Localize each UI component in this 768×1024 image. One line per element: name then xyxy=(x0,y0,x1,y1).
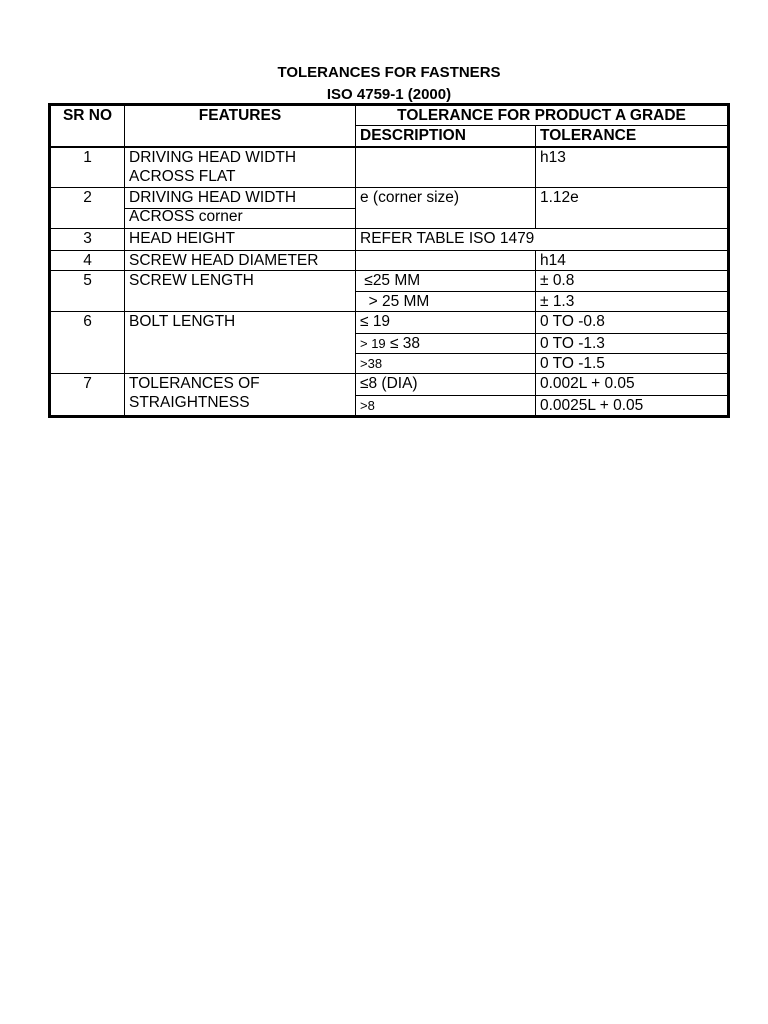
table-row xyxy=(50,270,729,291)
tolerance-cell: ± 0.8 xyxy=(536,270,729,291)
sr-no-cell: 6 xyxy=(50,312,125,374)
merged-description-cell: REFER TABLE ISO 1479 xyxy=(356,229,729,250)
header-sr-no: SR NO xyxy=(50,105,125,147)
feature-cell: SCREW HEAD DIAMETER xyxy=(125,250,356,270)
sr-no-cell: 1 xyxy=(50,147,125,188)
description-cell: ≤25 MM xyxy=(356,270,536,291)
description-cell: e (corner size) xyxy=(356,187,536,229)
tolerance-cell: h13 xyxy=(536,147,729,188)
tolerance-cell: ± 1.3 xyxy=(536,292,729,312)
description-part: ≤ 38 xyxy=(385,334,421,352)
tolerance-cell: 0 TO -0.8 xyxy=(536,312,729,333)
table-header-row xyxy=(50,105,729,126)
sr-no-cell: 7 xyxy=(83,375,92,393)
header-tolerance-group: TOLERANCE FOR PRODUCT A GRADE xyxy=(356,105,729,126)
description-cell xyxy=(356,333,536,353)
feature-cell xyxy=(125,147,356,188)
table-row xyxy=(50,147,729,188)
description-cell xyxy=(356,250,536,270)
sr-no-cell: 5 xyxy=(50,270,125,312)
header-description: DESCRIPTION xyxy=(356,126,536,147)
feature-cell xyxy=(125,374,356,417)
tolerance-cell: 0 TO -1.5 xyxy=(536,354,729,374)
description-cell: ≤ 19 xyxy=(356,312,536,333)
header-tolerance: TOLERANCE xyxy=(536,126,729,147)
feature-cell: SCREW LENGTH xyxy=(125,270,356,312)
feature-line: DRIVING HEAD WIDTH xyxy=(129,188,297,206)
description-cell: >38 xyxy=(356,354,536,374)
feature-cell xyxy=(125,187,356,229)
tolerance-cell: h14 xyxy=(536,250,729,270)
feature-line: TOLERANCES OF xyxy=(129,375,260,393)
table-row xyxy=(50,229,729,250)
description-cell: > 25 MM xyxy=(356,292,536,312)
tolerance-table xyxy=(48,103,730,418)
feature-cell: BOLT LENGTH xyxy=(125,312,356,374)
table-row xyxy=(50,374,729,395)
tolerance-cell: 0.0025L + 0.05 xyxy=(536,395,729,416)
tolerance-cell: 0.002L + 0.05 xyxy=(536,374,729,395)
feature-line: ACROSS FLAT xyxy=(129,167,236,185)
feature-line: DRIVING HEAD WIDTH xyxy=(129,148,297,166)
sr-no-cell: 3 xyxy=(50,229,125,250)
feature-cell: HEAD HEIGHT xyxy=(125,229,356,250)
tolerance-cell: 1.12e xyxy=(536,187,729,229)
document-title: TOLERANCES FOR FASTNERS xyxy=(277,64,501,81)
table-row xyxy=(50,250,729,270)
description-cell: >8 xyxy=(356,395,536,416)
description-part: > 19 xyxy=(360,335,386,351)
description-cell: ≤8 (DIA) xyxy=(356,374,536,395)
sr-no-cell: 4 xyxy=(50,250,125,270)
table-row xyxy=(50,312,729,333)
feature-line: ACROSS corner xyxy=(129,207,243,225)
description-cell xyxy=(356,147,536,188)
sr-no-cell: 2 xyxy=(50,187,125,229)
tolerance-cell: 0 TO -1.3 xyxy=(536,333,729,353)
header-features: FEATURES xyxy=(125,105,356,147)
table-row xyxy=(50,187,729,229)
document-subtitle: ISO 4759-1 (2000) xyxy=(326,86,452,103)
feature-line: STRAIGHTNESS xyxy=(129,394,250,412)
